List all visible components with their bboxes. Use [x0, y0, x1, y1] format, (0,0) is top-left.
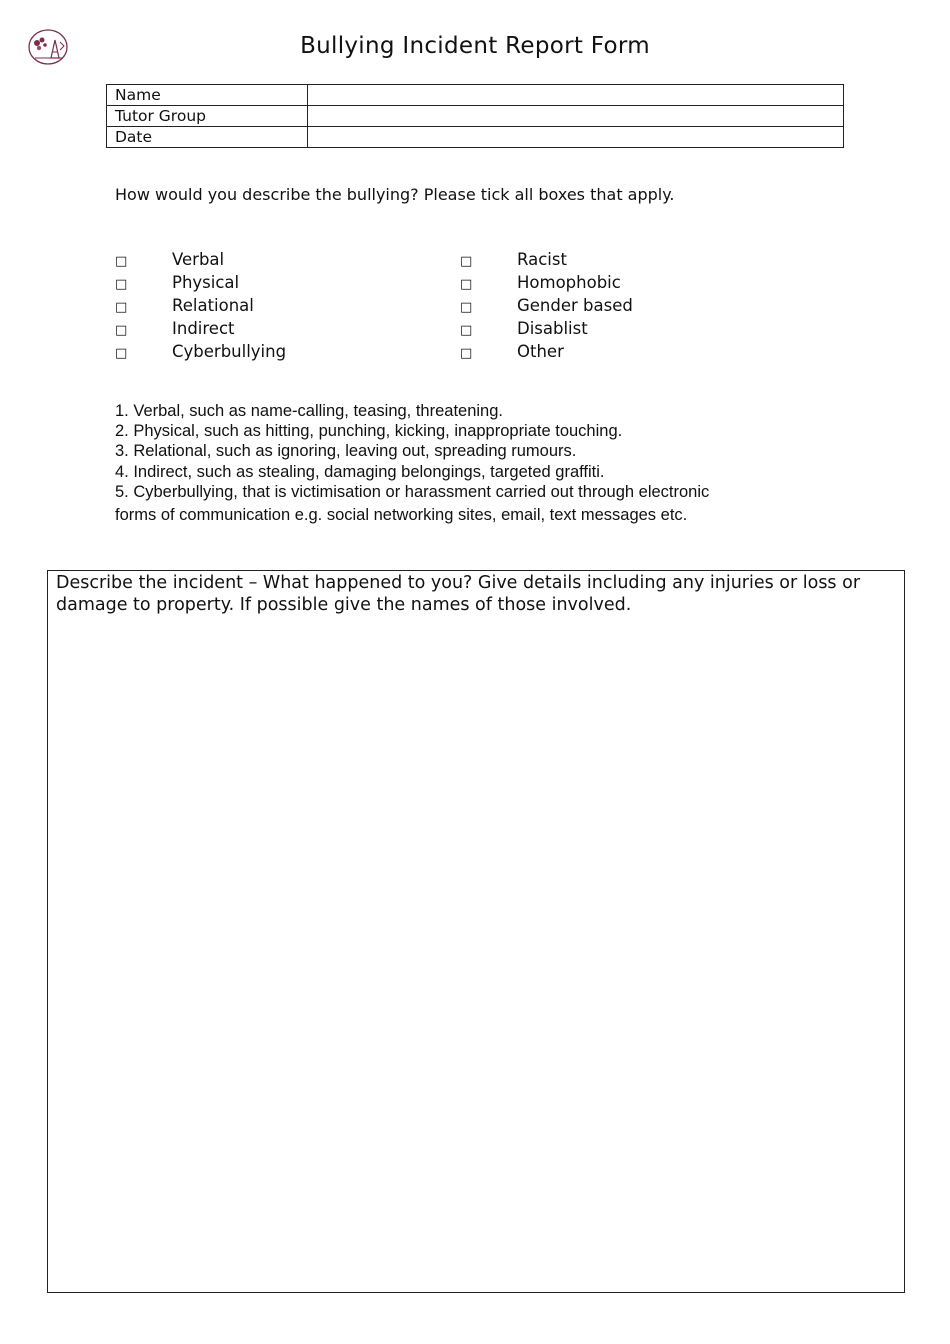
definition-item: 4. Indirect, such as stealing, damaging belongings, targeted graffiti. — [115, 462, 605, 481]
name-label: Name — [107, 85, 308, 106]
definition-item: 1. Verbal, such as name-calling, teasing, threatening. — [115, 402, 503, 420]
option-label: Indirect — [172, 319, 235, 338]
student-info-table — [106, 84, 844, 148]
checkbox-icon[interactable]: □ — [460, 300, 473, 315]
option-label: Cyberbullying — [172, 342, 287, 361]
option-label: Disablist — [517, 319, 588, 338]
date-label: Date — [107, 127, 308, 148]
checkbox-icon[interactable]: □ — [115, 300, 128, 315]
options-left-column — [115, 248, 286, 363]
bullying-definitions — [115, 401, 709, 528]
incident-description-box[interactable] — [47, 570, 905, 1293]
option-label: Verbal — [172, 250, 225, 269]
option-label: Gender based — [517, 296, 633, 315]
option-homophobic[interactable] — [460, 271, 633, 294]
option-label: Racist — [517, 250, 567, 269]
table-row — [107, 127, 844, 148]
checkbox-icon[interactable]: □ — [115, 323, 128, 338]
checkbox-icon[interactable]: □ — [460, 346, 473, 361]
checkbox-icon[interactable]: □ — [460, 277, 473, 292]
name-field[interactable] — [308, 85, 844, 106]
option-physical[interactable] — [115, 271, 286, 294]
option-label: Other — [517, 342, 564, 361]
checkbox-icon[interactable]: □ — [115, 277, 128, 292]
checkbox-icon[interactable]: □ — [460, 323, 473, 338]
bullying-type-question: How would you describe the bullying? Please tick all boxes that apply. — [115, 185, 675, 204]
option-racist[interactable] — [460, 248, 633, 271]
option-relational[interactable] — [115, 294, 286, 317]
tutor-group-field[interactable] — [308, 106, 844, 127]
incident-prompt: Describe the incident – What happened to you? Give details including any injuries or loss or damage to property. If possible give the names of those involved. — [56, 573, 861, 615]
page-title: Bullying Incident Report Form — [300, 33, 650, 59]
definition-item: 2. Physical, such as hitting, punching, kicking, inappropriate touching. — [115, 422, 623, 441]
checkbox-icon[interactable]: □ — [460, 254, 473, 269]
table-row — [107, 85, 844, 106]
option-label: Physical — [172, 273, 240, 292]
option-indirect[interactable] — [115, 317, 286, 340]
option-other[interactable] — [460, 340, 633, 363]
table-row — [107, 106, 844, 127]
option-label: Homophobic — [517, 273, 621, 292]
checkbox-icon[interactable]: □ — [115, 346, 128, 361]
options-right-column — [460, 248, 633, 363]
date-field[interactable] — [308, 127, 844, 148]
option-gender-based[interactable] — [460, 294, 633, 317]
option-disablist[interactable] — [460, 317, 633, 340]
definition-item-continued: forms of communication e.g. social networking sites, email, text messages etc. — [115, 506, 688, 525]
definition-item: 3. Relational, such as ignoring, leaving out, spreading rumours. — [115, 442, 577, 461]
option-verbal[interactable] — [115, 248, 286, 271]
tutor-group-label: Tutor Group — [107, 106, 308, 127]
option-label: Relational — [172, 296, 254, 315]
definition-item: 5. Cyberbullying, that is victimisation or harassment carried out through electronic — [115, 482, 710, 501]
option-cyberbullying[interactable] — [115, 340, 286, 363]
checkbox-icon[interactable]: □ — [115, 254, 128, 269]
